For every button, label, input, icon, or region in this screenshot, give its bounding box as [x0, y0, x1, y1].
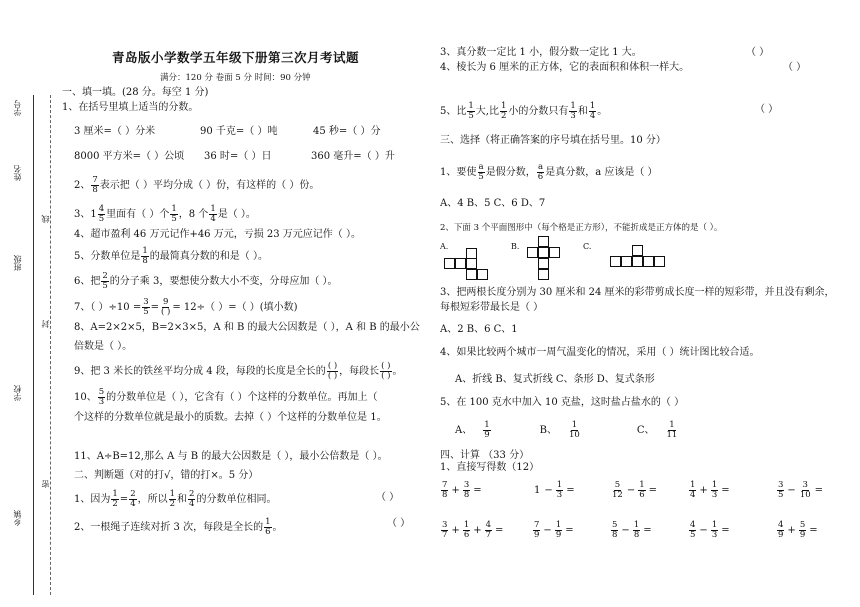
fraction: $\frac{4}{5}$: [690, 520, 696, 540]
judge-5: 5、比 $\frac{1}{5}$ 大,比 $\frac{1}{2}$ 小的分数只有 $\frac{1}{3}$ 和 $\frac{1}{4}$ 。: [440, 101, 608, 121]
judge-4-answer[interactable]: （ ）: [783, 62, 807, 73]
choice-2: 2、下面 3 个平面图形中（每个格是正方形），不能折成是正方体的是（ ）。: [440, 223, 723, 233]
question-10-cont: 个这样的分数单位就是最小的质数。去掉（ ）个这样的分数单位是 1。: [74, 412, 387, 423]
judge-4: 4、棱长为 6 厘米的正方体，它的表面积和体积一样大。: [440, 62, 690, 73]
fraction: $\frac{1}{2}$: [169, 489, 176, 509]
fraction: $\frac{7}{8}$: [442, 480, 448, 500]
calc-item: $\frac{5}{8}$ − $\frac{1}{8}$ =: [612, 520, 652, 540]
fraction: $\frac{1}{10}$: [569, 420, 580, 440]
fraction: $\frac{1}{3}$: [556, 480, 563, 500]
q1-item-b: 90 千克=（ ）吨: [200, 126, 278, 137]
binding-label-seal: 封: [41, 320, 50, 328]
binding-label-id: 学号: [13, 100, 22, 116]
fraction: $\frac{1}{6}$: [265, 517, 271, 537]
choice-2-label-c: C.: [583, 242, 592, 251]
fraction: $\frac{3}{7}$: [442, 520, 448, 540]
fraction: $\frac{1}{8}$: [142, 246, 148, 266]
fraction: $\frac{4}{9}$: [778, 520, 784, 540]
calc-item: $\frac{1}{4}$ + $\frac{1}{3}$ =: [690, 480, 730, 500]
fraction: $\frac{3}{5}$: [143, 297, 149, 317]
fraction: $\frac{( )}{( )}$: [327, 361, 338, 381]
fraction: $\frac{5}{9}$: [799, 520, 806, 540]
fraction: $\frac{1}{3}$: [570, 101, 576, 121]
binding-label-line: 线: [41, 215, 50, 223]
section-4-title: 四、计算 （33 分）: [440, 450, 530, 461]
choice-5: 5、在 100 克水中加入 10 克盐，这时盐占盐水的（ ）: [440, 397, 685, 408]
question-9: 9、把 3 米长的铁丝平均分成 4 段，每段的长度是全长的 $\frac{( )}{( )}$ ，每段长 $\frac{( )}{( )}$ 。: [74, 361, 403, 381]
section-3-title: 三、选择（将正确答案的序号填在括号里。10 分）: [440, 135, 666, 146]
fraction: $\frac{2}{4}$: [189, 489, 195, 509]
fraction: $\frac{( )}{( )}$: [381, 361, 391, 381]
binding-label-town: 乡镇: [13, 510, 22, 526]
calc-item: $\frac{7}{9}$ − $\frac{1}{9}$ =: [534, 520, 574, 540]
exam-info: 满分：120 分 卷面 5 分 时间：90 分钟: [160, 73, 311, 83]
binding-dashed-line: [50, 95, 51, 595]
binding-label-name: 姓名: [13, 165, 22, 181]
calc-item: $\frac{4}{9}$ + $\frac{5}{9}$ =: [778, 520, 818, 540]
judge-2-answer[interactable]: （ ）: [387, 518, 411, 529]
fraction: $\frac{9}{( )}$: [161, 297, 171, 317]
choice-2-label-b: B.: [511, 242, 520, 251]
choice-1: 1、要使 $\frac{a}{5}$ 是假分数， $\frac{a}{6}$ 是真分数，a 应该是（ ）: [440, 162, 658, 182]
q1-item-d: 8000 平方米=（ ）公顷: [74, 151, 185, 162]
section-2-title: 二、判断题（对的打√，错的打×。5 分）: [74, 470, 259, 481]
question-3: 3、1 $\frac{4}{5}$ 里面有（ ）个 $\frac{1}{5}$ ，8 个 $\frac{1}{4}$ 是（ ）。: [74, 204, 256, 224]
judge-3: 3、真分数一定比 1 小，假分数一定比 1 大。: [440, 47, 642, 58]
fraction: $\frac{a}{5}$: [478, 162, 484, 182]
section-1-title: 一、填一填。(28 分。每空 1 分): [62, 87, 209, 98]
fraction: $\frac{2}{4}$: [130, 489, 136, 509]
fraction: $\frac{1}{5}$: [468, 101, 474, 121]
calc-item: 1 − $\frac{1}{3}$ =: [534, 480, 575, 500]
question-8: 8、A=2×2×5，B=2×3×5，A 和 B 的最大公因数是（ ），A 和 B 的最小公: [74, 322, 420, 333]
page-title: 青岛版小学数学五年级下册第三次月考试题: [112, 50, 360, 65]
fraction: $\frac{3}{8}$: [463, 480, 470, 500]
fraction: $\frac{4}{7}$: [485, 520, 492, 540]
fraction: $\frac{5}{3}$: [98, 387, 105, 407]
fraction: $\frac{1}{9}$: [555, 520, 562, 540]
q1-item-a: 3 厘米=（ ）分米: [74, 126, 156, 137]
question-1: 1、在括号里填上适当的分数。: [62, 102, 199, 113]
judge-1: 1、因为 $\frac{1}{2}$ = $\frac{2}{4}$ ，所以 $\frac{1}{2}$ 和 $\frac{2}{4}$ 的分数单位相同。: [74, 489, 277, 509]
choice-3: 3、把两根长度分别为 30 厘米和 24 厘米的彩带剪成长度一样的短彩带，并且没有剩余，: [440, 287, 835, 298]
question-11: 11、A÷B=12,那么 A 与 B 的最大公因数是（ ），最小公倍数是（ ）。: [74, 451, 388, 462]
fraction: $\frac{2}{5}$: [102, 271, 108, 291]
fraction: $\frac{1}{4}$: [589, 101, 596, 121]
fraction: $\frac{3}{10}$: [799, 480, 811, 500]
fraction: $\frac{5}{12}$: [612, 480, 623, 500]
judge-2: 2、一根绳子连续对折 3 次，每段是全长的 $\frac{1}{6}$ 。: [74, 517, 283, 537]
question-10: 10、 $\frac{5}{3}$ 的分数单位是（ ），它含有（ ）个这样的分数单位。再加上（: [74, 387, 378, 407]
choice-4: 4、如果比较两个城市一周气温变化的情况，采用（ ）统计图比较合适。: [440, 347, 760, 358]
choice-4-options: A、折线 B、复式折线 C、条形 D、复式条形: [455, 374, 655, 385]
choice-2-label-a: A.: [440, 242, 449, 251]
fraction: $\frac{1}{6}$: [639, 480, 645, 500]
q1-item-c: 45 秒=（ ）分: [313, 126, 381, 137]
choice-5-options: A、 $\frac{1}{9}$ B、 $\frac{1}{10}$ C、 $\frac{1}{11}$: [455, 420, 678, 440]
fraction: $\frac{1}{9}$: [484, 420, 490, 440]
binding-line: [33, 95, 34, 595]
binding-label-class: 班级: [13, 255, 22, 271]
fraction: $\frac{1}{3}$: [711, 520, 718, 540]
fraction: $\frac{1}{4}$: [690, 480, 696, 500]
q1-item-e: 36 时=（ ）日: [204, 151, 272, 162]
fraction: $\frac{1}{6}$: [463, 520, 470, 540]
fraction: $\frac{1}{11}$: [666, 420, 678, 440]
question-4: 4、超市盈利 46 万元记作+46 万元，亏损 23 万元应记作（ ）。: [74, 229, 361, 240]
judge-3-answer[interactable]: （ ）: [746, 47, 770, 58]
fraction: $\frac{1}{5}$: [171, 204, 177, 224]
question-8-cont: 倍数是（ ）。: [74, 341, 133, 352]
choice-3-options: A、2 B、6 C、1: [440, 324, 518, 335]
choice-3-cont: 每根短彩带最长是（ ）: [440, 302, 544, 313]
calc-item: $\frac{3}{7}$ + $\frac{1}{6}$ + $\frac{4}{7}$ =: [442, 520, 504, 540]
binding-label-school: 学校: [13, 385, 22, 401]
fraction: $\frac{1}{2}$: [500, 101, 507, 121]
fraction: $\frac{7}{9}$: [534, 520, 540, 540]
fraction: $\frac{4}{5}$: [98, 204, 105, 224]
calc-item: $\frac{4}{5}$ − $\frac{1}{3}$ =: [690, 520, 730, 540]
fraction: $\frac{1}{4}$: [210, 204, 216, 224]
fraction: $\frac{5}{8}$: [612, 520, 618, 540]
fraction: $\frac{3}{5}$: [778, 480, 784, 500]
fraction: $\frac{1}{8}$: [633, 520, 640, 540]
judge-1-answer[interactable]: （ ）: [376, 492, 400, 503]
judge-5-answer[interactable]: （ ）: [755, 104, 779, 115]
fraction: $\frac{1}{2}$: [112, 489, 118, 509]
question-6: 6、把 $\frac{2}{5}$ 的分子乘 3，要想使分数大小不变，分母应加（ ）。: [74, 271, 338, 291]
calc-1-title: 1、直接写得数（12）: [440, 462, 540, 473]
q1-item-f: 360 毫升=（ ）升: [311, 151, 395, 162]
calc-item: $\frac{7}{8}$ + $\frac{3}{8}$ =: [442, 480, 482, 500]
question-7: 7、（ ）÷10 = $\frac{3}{5}$ = $\frac{9}{( )}$ = 12÷（ ）=（ ）(填小数): [74, 297, 298, 317]
binding-label-secret: 密: [41, 480, 50, 488]
choice-1-options: A、4 B、5 C、6 D、7: [440, 198, 546, 209]
fraction: $\frac{1}{3}$: [711, 480, 718, 500]
question-2: 2、 $\frac{7}{8}$ 表示把（ ）平均分成（ ）份，有这样的（ ）份。: [74, 175, 320, 195]
fraction: $\frac{7}{8}$: [92, 175, 98, 195]
question-5: 5、分数单位是 $\frac{1}{8}$ 的最简真分数的和是（ ）。: [74, 246, 268, 266]
calc-item: $\frac{5}{12}$ − $\frac{1}{6}$ =: [612, 480, 658, 500]
fraction: $\frac{a}{6}$: [537, 162, 544, 182]
calc-item: $\frac{3}{5}$ − $\frac{3}{10}$ =: [778, 480, 824, 500]
